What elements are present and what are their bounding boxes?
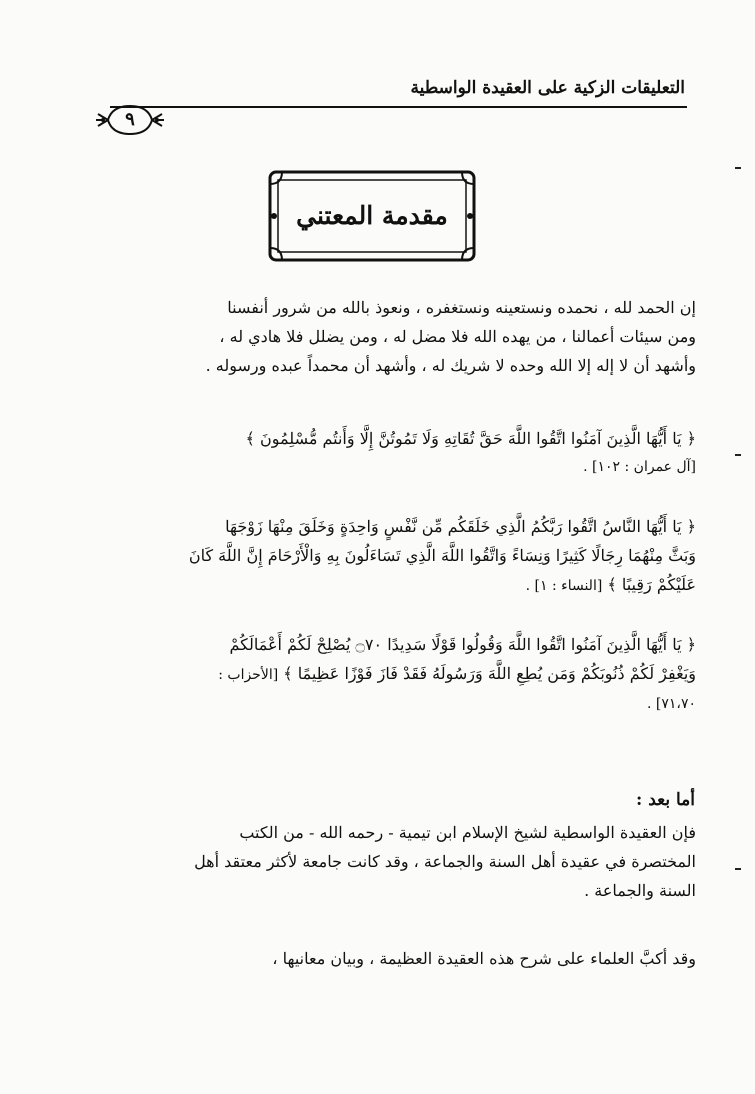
margin-tick bbox=[735, 454, 741, 456]
margin-tick bbox=[735, 167, 741, 169]
header-rule bbox=[110, 106, 687, 108]
intro-line: وأشهد أن لا إله إلا الله وحده لا شريك له ، وأشهد أن محمداً عبده ورسوله . bbox=[205, 356, 696, 375]
verse-2-line: عَلَيْكُمْ رَقِيبًا ﴾ bbox=[607, 575, 696, 594]
verse-1-text: ﴿ يَا أَيُّهَا الَّذِينَ آمَنُوا اتَّقُوا اللَّهَ حَقَّ تُقَاتِهِ وَلَا تَمُوتُنَّ إِلَّا وَأَنتُم مُّسْلِمُونَ ﴾ bbox=[245, 429, 696, 448]
body-line: فإن العقيدة الواسطية لشيخ الإسلام ابن تيمية - رحمه الله - من الكتب bbox=[239, 823, 696, 842]
verse-3-line: ﴿ يَا أَيُّهَا الَّذِينَ آمَنُوا اتَّقُوا اللَّهَ وَقُولُوا قَوْلًا سَدِيدًا ۝٧٠ يُصْلِحْ لَكُمْ أَعْمَالَكُمْ bbox=[229, 635, 696, 654]
verse-2-line: وَبَثَّ مِنْهُمَا رِجَالًا كَثِيرًا وَنِسَاءً وَاتَّقُوا اللَّهَ الَّذِي تَسَاءَلُونَ بِهِ وَالْأَرْحَامَ إِنَّ اللَّهَ كَانَ bbox=[188, 546, 696, 565]
verse-2 bbox=[96, 512, 696, 601]
section-title: مقدمة المعتني bbox=[296, 201, 448, 230]
body-paragraph bbox=[96, 818, 696, 905]
intro-paragraph bbox=[96, 293, 696, 380]
page-number: ٩ bbox=[125, 109, 135, 130]
verse-2-citation: [النساء : ١] . bbox=[525, 578, 603, 594]
intro-line: إن الحمد لله ، نحمده ونستعينه ونستغفره ، ونعوذ بالله من شرور أنفسنا bbox=[227, 298, 696, 317]
body-line: المختصرة في عقيدة أهل السنة والجماعة ، وقد كانت جامعة لأكثر معتقد أهل bbox=[194, 852, 696, 871]
verse-3 bbox=[96, 630, 696, 719]
body-line: السنة والجماعة . bbox=[584, 881, 696, 900]
margin-tick bbox=[735, 868, 741, 870]
verse-2-line: ﴿ يَا أَيُّهَا النَّاسُ اتَّقُوا رَبَّكُمُ الَّذِي خَلَقَكُم مِّن نَّفْسٍ وَاحِدَةٍ وَخَلَقَ مِنْهَا زَوْجَهَا bbox=[225, 517, 696, 536]
verse-1-citation: [آل عمران : ١٠٢] . bbox=[583, 459, 696, 475]
verse-3-citation: [الأحزاب : bbox=[218, 667, 279, 683]
verse-3-line: وَيَغْفِرْ لَكُمْ ذُنُوبَكُمْ وَمَن يُطِعِ اللَّهَ وَرَسُولَهُ فَقَدْ فَازَ فَوْزًا عَظِيمًا ﴾ bbox=[283, 664, 696, 683]
running-title: التعليقات الزكية على العقيدة الواسطية bbox=[410, 78, 685, 98]
amma-baad-heading: أما بعد : bbox=[636, 790, 695, 810]
closing-line: وقد أكبَّ العلماء على شرح هذه العقيدة العظيمة ، وبيان معانيها ، bbox=[272, 949, 696, 968]
verse-3-citation-cont: ٧١،٧٠] . bbox=[647, 696, 696, 712]
verse-1 bbox=[96, 424, 696, 482]
intro-line: ومن سيئات أعمالنا ، من يهده الله فلا مضل له ، ومن يضلل فلا هادي له ، bbox=[219, 327, 696, 346]
